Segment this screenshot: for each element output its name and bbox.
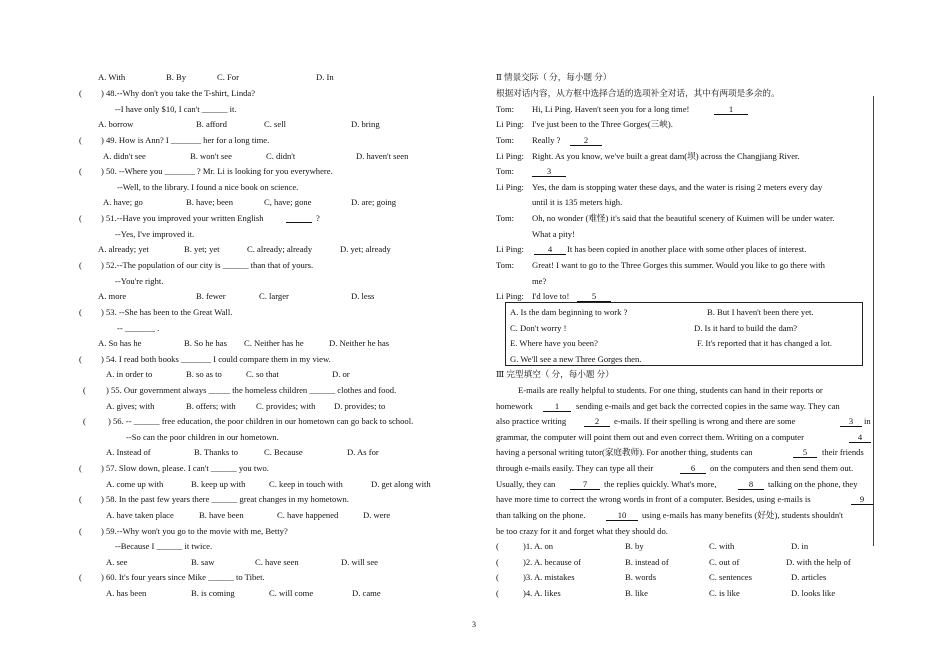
option-c: C. is like [709,588,740,598]
speaker: Tom: [496,213,515,223]
option-a: A. see [106,557,128,567]
passage-text: in [864,416,871,426]
option-d: D. looks like [791,588,836,598]
cloze-blank-6: 6 [680,463,706,474]
option-b: B. is coming [191,588,235,598]
option-b: B. have been [199,510,244,520]
answer-paren: ( [79,494,82,504]
passage-text: grammar, the computer will point them out and even correct them. Writing on a computer [496,432,804,442]
option-c: C. For [217,72,239,82]
column-rule [873,96,874,546]
dialogue-blank: 2 [570,135,602,146]
passage-text: using e-mails has many benefits (好处), students shouldn't [642,510,844,520]
dialogue-blank: 5 [577,291,611,302]
option-d: D. in [791,541,809,551]
option-b: B. saw [191,557,215,567]
dialogue-text: Oh, no wonder (难怪) it's said that the beautiful scenery of Kuimen will be under water. [532,213,835,223]
option-c: C. Neither has he [244,338,304,348]
passage-text: through e-mails easily. They can type all their [496,463,654,473]
option-d: D. get along with [371,479,431,489]
cloze-blank-2: 2 [584,416,610,427]
passage-text: their friends [822,447,864,457]
option-a: A. So has he [98,338,142,348]
option-b: B. By [166,72,187,82]
dialogue-blank: 4 [534,244,566,255]
answer-paren: ( [496,557,499,567]
option-c: C. Don't worry ! [510,323,567,333]
option-b: B. fewer [196,291,226,301]
passage-text: than talking on the phone. [496,510,586,520]
answer-paren: ( [79,166,82,176]
answer-paren: ( [79,135,82,145]
option-c: C, have; gone [264,197,312,207]
cloze-blank-9: 9 [851,494,873,505]
option-a: A. come up with [106,479,164,489]
cloze-blank-4: 4 [849,432,871,443]
question-stem: )2. A. because of [523,557,581,567]
passage-line-10: be too crazy for it and forget what they should do. [496,526,668,536]
passage-text: having a personal writing tutor(家庭教师). For another thing, students can [496,447,753,457]
option-d: D. are; going [351,197,397,207]
question-stem: ) 60. It's four years since Mike ______ to Tibet. [101,572,265,582]
option-c: C. keep in touch with [269,479,343,489]
question-stem: ) 55. Our government always _____ the homeless children ______ clothes and food. [106,385,397,395]
question-59-reply: --Because I ______ it twice. [115,541,213,551]
option-c: C. didn't [266,151,296,161]
passage-text: on the computers and then send them out. [710,463,854,473]
dialogue-blank: 1 [714,104,748,115]
speaker: Li Ping: [496,182,524,192]
dialogue-text: Yes, the dam is stopping water these days, and the water is rising 2 meters every day [532,182,823,192]
option-b: B. afford [196,119,227,129]
option-b: B. yet; yet [184,244,220,254]
option-c: C. sentences [709,572,752,582]
option-a: A. gives; with [106,401,155,411]
question-stem: ) 52.--The population of our city is ______ than that of yours. [101,260,314,270]
question-stem: )1. A. on [523,541,554,551]
cloze-blank-1: 1 [543,401,571,412]
question-52-reply: --You're right. [115,276,164,286]
section-3-title: Ⅲ 完型填空（ 分，每小题 分） [496,369,614,379]
passage-text: also practice writing [496,416,567,426]
speaker: Tom: [496,260,515,270]
answer-paren: ( [79,572,82,582]
option-d: D. will see [341,557,378,567]
option-a: A. in order to [106,369,153,379]
option-b: B. won't see [190,151,232,161]
option-d: D. less [351,291,375,301]
question-stem: ) 53. --She has been to the Great Wall. [101,307,233,317]
answer-paren: ( [496,572,499,582]
option-b: B. have; been [186,197,234,207]
question-56-reply: --So can the poor children in our hometown. [126,432,279,442]
option-a: A. Is the dam beginning to work ? [510,307,628,317]
speaker: Tom: [496,104,515,114]
question-stem: )3. A. mistakes [523,572,575,582]
option-d: D. were [363,510,391,520]
answer-paren: ( [79,463,82,473]
passage-text: sending e-mails and get back the corrected copies in the same way. They can [576,401,840,411]
passage-line-1: E-mails are really helpful to students. For one thing, students can hand in their reports or [518,385,823,395]
option-b: B. Thanks to [194,447,239,457]
option-d: D. provides; to [334,401,386,411]
answer-paren: ( [79,213,82,223]
option-d: D. Neither he has [329,338,390,348]
option-c: C. so that [246,369,279,379]
passage-text: talking on the phone, they [768,479,858,489]
dialogue-text: Really ? [532,135,561,145]
speaker: Tom: [496,166,515,176]
question-stem: ) 58. In the past few years there ______ great changes in my hometown. [101,494,349,504]
question-51-reply: --Yes, I've improved it. [115,229,195,239]
answer-paren: ( [79,88,82,98]
question-53-reply: -- _______ . [117,323,160,333]
option-c: C. out of [709,557,740,567]
dialogue-text: Hi, Li Ping. Haven't seen you for a long time! [532,104,690,114]
option-f: F. It's reported that it has changed a lot. [697,338,832,348]
option-c: C. already; already [247,244,313,254]
speaker: Li Ping: [496,244,524,254]
option-c: C. have seen [255,557,299,567]
speaker: Li Ping: [496,151,524,161]
page-number: 3 [472,620,476,629]
section-2-title: Ⅱ 情景交际（ 分，每小题 分） [496,72,612,82]
passage-text: e-mails. If their spelling is wrong and there are some [614,416,796,426]
option-b: B. so as to [186,369,222,379]
question-48-reply: --I have only $10, I can't ______ it. [115,104,237,114]
option-a: A. has been [106,588,147,598]
option-a: A. borrow [98,119,134,129]
dialogue-text: It has been copied in another place with some other places of interest. [567,244,807,254]
answer-paren: ( [79,260,82,270]
answer-blank [286,213,312,223]
speaker: Li Ping: [496,119,524,129]
dialogue-text: I'd love to! [532,291,570,301]
dialogue-line-6-cont: until it is 135 meters high. [532,197,623,207]
question-mark: ? [316,213,320,223]
passage-text: homework [496,401,533,411]
option-e: E. Where have you been? [510,338,598,348]
option-g: G. We'll see a new Three Gorges then. [510,354,642,364]
speaker: Tom: [496,135,515,145]
dialogue-text: I've just been to the Three Gorges(三峡). [532,119,673,129]
question-stem: ) 48.--Why don't you take the T-shirt, Linda? [101,88,256,98]
option-b: B. But I haven't been there yet. [707,307,814,317]
dialogue-blank: 3 [532,166,566,177]
option-b: B. like [625,588,648,598]
option-b: B. words [625,572,657,582]
cloze-blank-10: 10 [606,510,638,521]
passage-text: the replies quickly. What's more, [604,479,717,489]
speaker: Li Ping: [496,291,524,301]
answer-paren: ( [83,416,86,426]
option-c: C. sell [264,119,286,129]
question-stem: ) 56. -- ______ free education, the poor children in our hometown can go back to school. [108,416,414,426]
option-d: D. or [332,369,350,379]
option-b: B. So he has [184,338,227,348]
option-c: C. provides; with [256,401,316,411]
option-b: B. instead of [625,557,669,567]
option-d: D. Is it hard to build the dam? [694,323,798,333]
question-stem: ) 51.--Have you improved your written English [101,213,264,223]
answer-paren: ( [79,526,82,536]
option-a: A. have taken place [106,510,174,520]
answer-paren: ( [496,541,499,551]
passage-text: Usually, they can [496,479,556,489]
question-stem: ) 59.--Why won't you go to the movie with me, Betty? [101,526,288,536]
option-d: D. As for [347,447,379,457]
option-a: A. Instead of [106,447,151,457]
cloze-blank-7: 7 [570,479,600,490]
option-b: B. offers; with [186,401,236,411]
option-d: D. haven't seen [356,151,409,161]
option-b: B. keep up with [191,479,246,489]
question-stem: ) 54. I read both books _______ I could compare them in my view. [101,354,331,364]
option-d: D. articles [791,572,827,582]
cloze-blank-3: 3 [840,416,862,427]
option-c: C. with [709,541,735,551]
dialogue-line-9-cont: me? [532,276,547,286]
answer-paren: ( [83,385,86,395]
cloze-blank-8: 8 [738,479,764,490]
option-c: C. have happened [277,510,339,520]
question-stem: )4. A. likes [523,588,561,598]
option-a: A. With [98,72,126,82]
question-stem: ) 49. How is Ann? I _______ her for a long time. [101,135,270,145]
passage-text: have more time to correct the wrong words in front of a computer. Besides, using e-mails is [496,494,811,504]
option-c: C. will come [269,588,314,598]
option-c: C. larger [259,291,289,301]
option-d: D. came [352,588,381,598]
dialogue-line-7-cont: What a pity! [532,229,575,239]
option-d: D. with the help of [786,557,851,567]
cloze-blank-5: 5 [793,447,817,458]
answer-paren: ( [496,588,499,598]
option-a: A. have; go [103,197,143,207]
section-2-instructions: 根据对话内容，从方框中选择合适的选项补全对话，其中有两项是多余的。 [496,88,780,98]
option-c: C. Because [264,447,303,457]
option-d: D. In [316,72,334,82]
question-stem: ) 50. --Where you _______ ? Mr. Li is looking for you everywhere. [101,166,333,176]
option-b: B. by [625,541,644,551]
dialogue-text: Right. As you know, we've built a great dam(坝) across the Changjiang River. [532,151,800,161]
option-a: A. more [98,291,127,301]
answer-paren: ( [79,307,82,317]
option-a: A. already; yet [98,244,149,254]
question-stem: ) 57. Slow down, please. I can't ______ you two. [101,463,269,473]
answer-paren: ( [79,354,82,364]
option-d: D. yet; already [340,244,391,254]
dialogue-text: Great! I want to go to the Three Gorges this summer. Would you like to go there with [532,260,825,270]
option-a: A. didn't see [103,151,146,161]
question-50-reply: --Well, to the library. I found a nice book on science. [117,182,299,192]
option-d: D. bring [351,119,380,129]
